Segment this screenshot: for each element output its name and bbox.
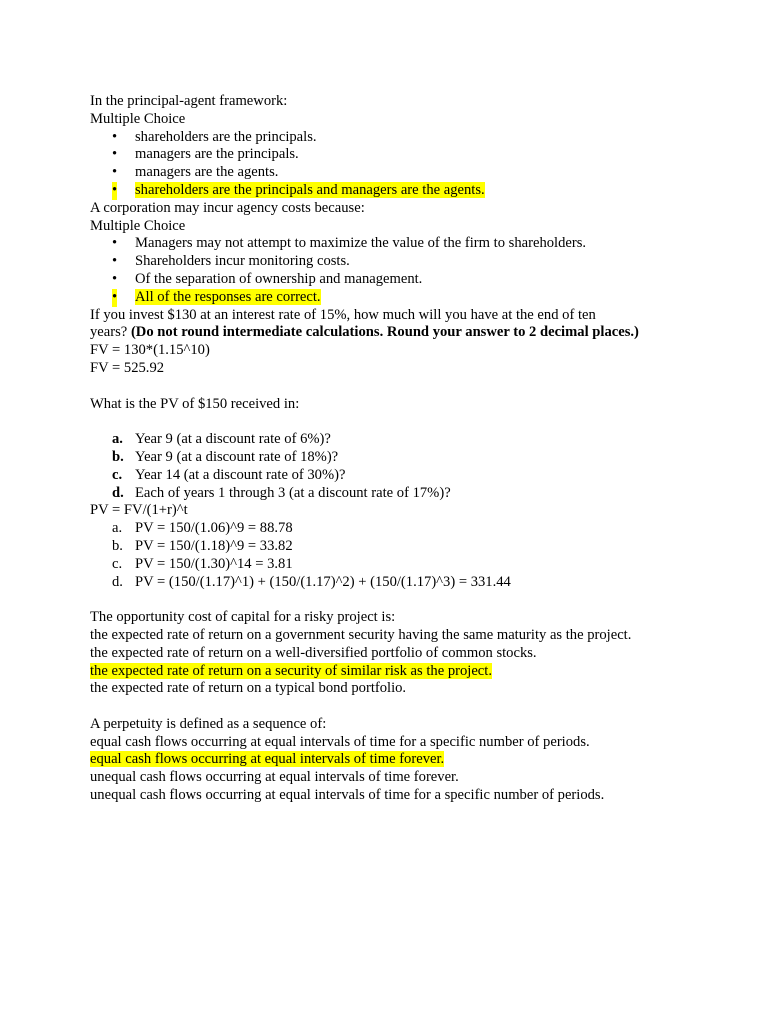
- option-item: • shareholders are the principals.: [112, 128, 317, 145]
- option-item: • managers are the principals.: [112, 146, 299, 163]
- spacer: [90, 698, 690, 716]
- option-item: • Managers may not attempt to maximize the value of the firm to shareholders.: [112, 235, 587, 252]
- question-type-label: Multiple Choice: [90, 110, 186, 127]
- option-item: • managers are the agents.: [112, 164, 279, 181]
- spacer: [90, 591, 690, 609]
- question-principal-agent: In the principal-agent framework:: [90, 93, 288, 109]
- option-item: the expected rate of return on a well-diversified portfolio of common stocks.: [90, 644, 537, 661]
- fv-answer: FV = 525.92: [90, 359, 165, 376]
- spacer: [90, 378, 690, 396]
- pv-answer-item: b. PV = 150/(1.18)^9 = 33.82: [112, 537, 293, 554]
- question-perpetuity: A perpetuity is defined as a sequence of:: [90, 715, 327, 732]
- bullet-icon: •: [112, 164, 118, 181]
- pv-part-item: b. Year 9 (at a discount rate of 18%)?: [112, 448, 339, 465]
- option-item: equal cash flows occurring at equal intervals of time for a specific number of periods.: [90, 733, 590, 750]
- bullet-icon: •: [112, 128, 118, 145]
- option-item: the expected rate of return on a government security having the same maturity as the project.: [90, 626, 632, 643]
- pv-answers-list: [90, 520, 690, 591]
- option-item: • Of the separation of ownership and management.: [112, 270, 423, 287]
- pv-part-item: a. Year 9 (at a discount rate of 6%)?: [112, 431, 331, 448]
- option-item-correct: equal cash flows occurring at equal intervals of time forever.: [90, 751, 445, 768]
- options-list: [90, 129, 690, 200]
- pv-parts-list: [90, 431, 690, 502]
- bullet-icon: •: [112, 235, 118, 252]
- rounding-instruction: (Do not round intermediate calculations. Round your answer to 2 decimal places.): [130, 324, 639, 341]
- question-agency-costs: A corporation may incur agency costs because:: [90, 199, 365, 216]
- pv-answer-item: d. PV = (150/(1.17)^1) + (150/(1.17)^2) + (150/(1.17)^3) = 331.44: [112, 573, 511, 590]
- bullet-icon: •: [112, 181, 118, 198]
- pv-part-item: c. Year 14 (at a discount rate of 30%)?: [112, 466, 346, 483]
- option-item: • Shareholders incur monitoring costs.: [112, 253, 350, 270]
- bullet-icon: •: [112, 253, 118, 270]
- question-opportunity-cost: The opportunity cost of capital for a risky project is:: [90, 609, 396, 626]
- question-present-value: What is the PV of $150 received in:: [90, 395, 300, 412]
- bullet-icon: •: [112, 146, 118, 163]
- bullet-icon: •: [112, 270, 118, 287]
- question-future-value-cont: years? (Do not round intermediate calculations. Round your answer to 2 decimal places.): [90, 324, 639, 341]
- fv-formula: FV = 130*(1.15^10): [90, 342, 210, 359]
- option-item: the expected rate of return on a typical bond portfolio.: [90, 680, 407, 697]
- pv-formula: PV = FV/(1+r)^t: [90, 502, 188, 519]
- option-item: unequal cash flows occurring at equal intervals of time forever.: [90, 769, 459, 786]
- options-list: [90, 235, 690, 306]
- spacer: [90, 413, 690, 431]
- document-body: [90, 93, 690, 805]
- option-item-correct: the expected rate of return on a security of similar risk as the project.: [90, 662, 492, 679]
- question-type-label: Multiple Choice: [90, 217, 186, 234]
- question-future-value: If you invest $130 at an interest rate of 15%, how much will you have at the end of ten: [90, 306, 596, 323]
- option-item-correct: • shareholders are the principals and managers are the agents.: [112, 181, 485, 198]
- option-item-correct: • All of the responses are correct.: [112, 288, 321, 305]
- pv-answer-item: a. PV = 150/(1.06)^9 = 88.78: [112, 520, 293, 537]
- pv-answer-item: c. PV = 150/(1.30)^14 = 3.81: [112, 555, 293, 572]
- option-item: unequal cash flows occurring at equal intervals of time for a specific number of periods.: [90, 787, 605, 804]
- bullet-icon: •: [112, 288, 118, 305]
- pv-part-item: d. Each of years 1 through 3 (at a discount rate of 17%)?: [112, 484, 451, 501]
